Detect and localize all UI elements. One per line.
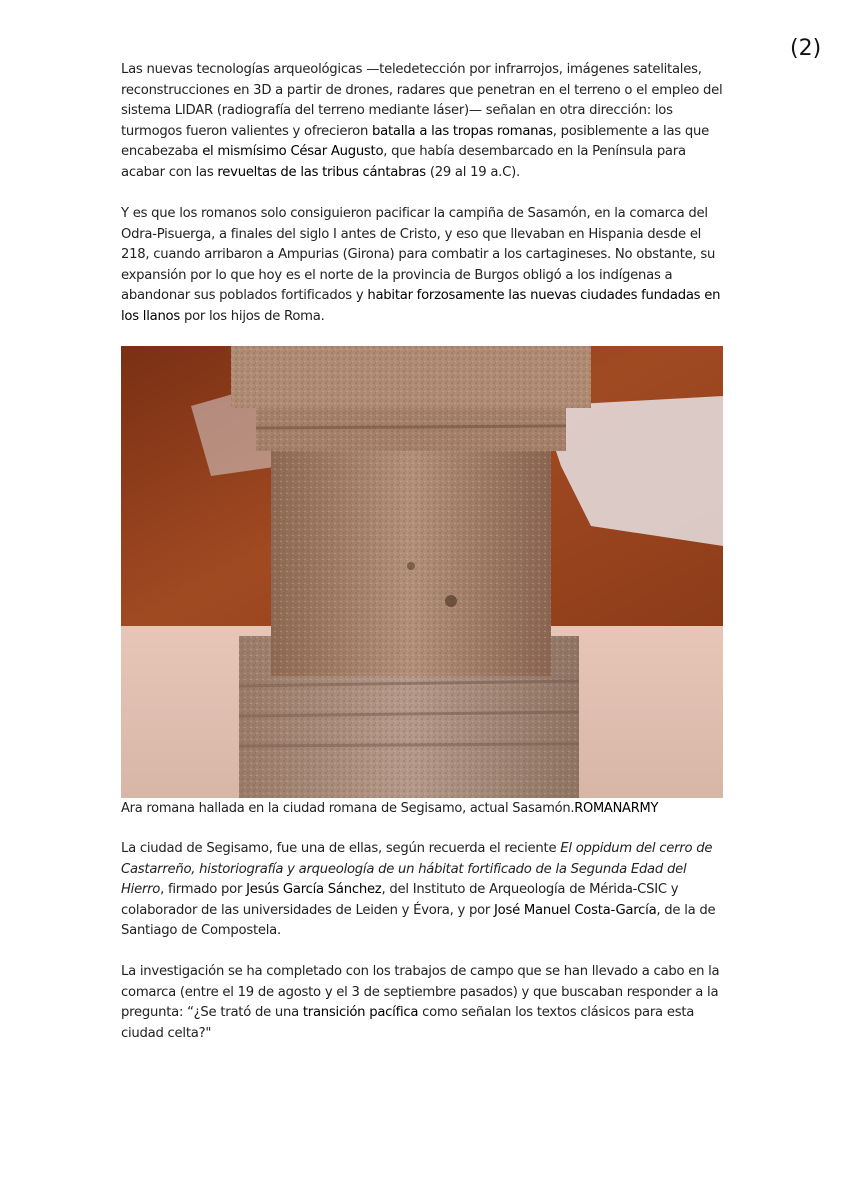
link-cesar-augusto[interactable]: el mismísimo César Augusto bbox=[202, 144, 384, 159]
paragraph-romans bbox=[121, 204, 725, 327]
text-segment: La investigación se ha completado con los trabajos de campo que se han llevado a cabo en la comarca (entre el 19 de agosto y el 3 de septiembre pasados) y que buscaban responder a la pregunta: “¿Se trató de una bbox=[121, 964, 720, 1020]
image-caption bbox=[121, 800, 658, 818]
link-batalla[interactable]: batalla a las tropas romanas bbox=[372, 123, 553, 139]
link-jesus-garcia-sanchez[interactable]: Jesús García Sánchez bbox=[246, 882, 382, 897]
page-number: (2) bbox=[790, 36, 822, 61]
text-segment: Y es que los romanos solo consiguieron pacificar la campiña de Sasamón, en la comarca del Odra-Pisuerga, a finales del siglo I antes de Cristo, y eso que llevaban en Hispania desde el 218, cuando arribaron a Ampurias (Girona) para combatir a los cartagineses. No obstante, su expansión por lo que hoy es el norte de la provincia de Burgos obligó a los indígenas a abandonar sus poblados fortificados y bbox=[121, 206, 716, 303]
link-jose-manuel-costa-garcia[interactable]: José Manuel Costa-García bbox=[494, 902, 657, 918]
roman-altar-photo bbox=[121, 346, 723, 798]
caption-credit: ROMANARMY bbox=[574, 801, 659, 816]
text-segment: por los hijos de Roma. bbox=[180, 308, 325, 324]
text-segment: , posiblemente a las que encabezaba bbox=[121, 123, 709, 159]
link-revueltas[interactable]: revueltas de las tribus cántabras bbox=[217, 164, 426, 180]
link-habitar-forzosamente[interactable]: habitar forzosamente las nuevas ciudades fundadas en los llanos bbox=[121, 288, 721, 324]
paragraph-segisamo bbox=[121, 839, 725, 942]
text-segment: como señalan los textos clásicos para esta ciudad celta?" bbox=[121, 1005, 695, 1041]
book-title: El oppidum del cerro de Castarreño, historiografía y arqueología de un hábitat fortificado de la Segunda Edad del Hierro bbox=[121, 841, 713, 897]
text-segment: , del Instituto de Arqueología de Mérida-CSIC y colaborador de las universidades de Leiden y Évora, y por bbox=[121, 882, 679, 918]
link-transicion-pacifica[interactable]: transición pacífica bbox=[302, 1005, 419, 1020]
altar-image bbox=[121, 346, 723, 798]
text-segment: La ciudad de Segisamo, fue una de ellas, según recuerda el reciente bbox=[121, 841, 561, 856]
paragraph-technologies bbox=[121, 60, 725, 183]
text-segment: (29 al 19 a.C). bbox=[425, 164, 520, 180]
text-segment: , que había desembarcado en la Península para acabar con las bbox=[121, 144, 686, 180]
text-segment: , de la de Santiago de Compostela. bbox=[121, 902, 716, 938]
caption-text: Ara romana hallada en la ciudad romana de Segisamo, actual Sasamón. bbox=[121, 801, 575, 816]
text-segment: Las nuevas tecnologías arqueológicas —teledetección por infrarrojos, imágenes satelitales, reconstrucciones en 3D a partir de drones, radares que penetran en el terreno o el empleo del sistema LIDAR (radiografía del terreno mediante láser)— señalan en otra dirección: los turmogos fueron valientes y ofrecieron bbox=[121, 62, 723, 139]
paragraph-investigation bbox=[121, 962, 725, 1044]
text-segment: , firmado por bbox=[160, 882, 247, 897]
